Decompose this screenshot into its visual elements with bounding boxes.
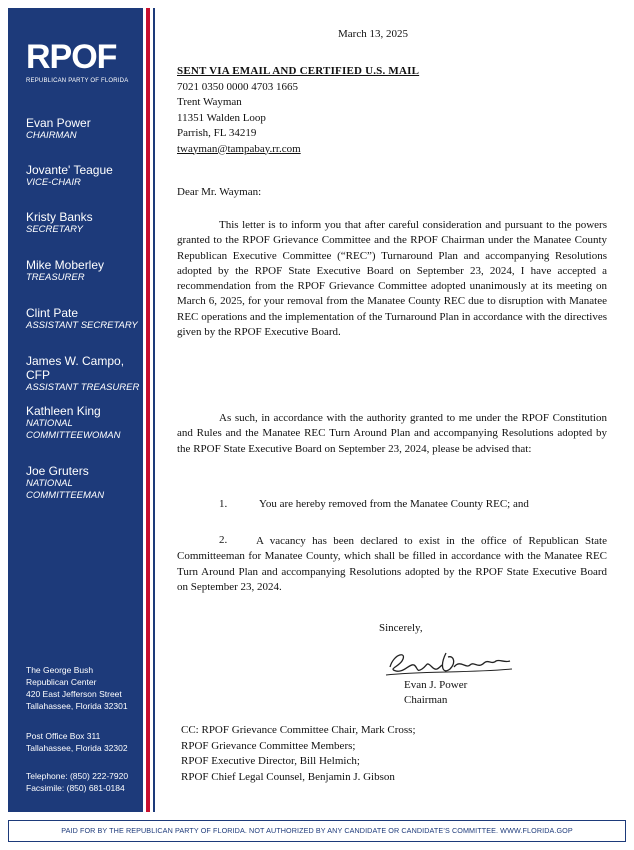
- letter-date: March 13, 2025: [338, 28, 408, 40]
- recipient-street: 11351 Walden Loop: [177, 111, 266, 124]
- officer-title: NATIONAL: [26, 478, 73, 489]
- officer-treasurer: [26, 258, 104, 284]
- officer-title: ASSISTANT TREASURER: [26, 382, 140, 393]
- delivery-method: SENT VIA EMAIL AND CERTIFIED U.S. MAIL: [177, 65, 420, 77]
- officer-name: Joe Gruters: [26, 464, 89, 478]
- salutation: Dear Mr. Wayman:: [177, 186, 262, 198]
- logo-subtext: REPUBLICAN PARTY OF FLORIDA: [26, 78, 129, 84]
- blue-divider-stripe: [153, 8, 155, 812]
- signer-title: Chairman: [404, 694, 448, 706]
- body-paragraph-1: This letter is to inform you that after careful consideration and pursuant to the powers granted to the RPOF Grievance Committee and the RPOF Chairman under the Manatee County Republican Executive Committee (“REC”) Turnaround Plan and accompanying Resolutions adopted by the RPOF State Executive Board on September 23, 2024, I have accepted a recommendation from the RPOF Grievance Committee adopted unanimously at its meeting on March 6, 2025, for your removal from the Manatee County REC due to disruption with Manatee REC operations and the implementation of the Turnaround Plan in accordance with the directives given by the RPOF Executive Board.: [177, 219, 607, 339]
- paid-for-disclaimer: PAID FOR BY THE REPUBLICAN PARTY OF FLORIDA. NOT AUTHORIZED BY ANY CANDIDATE OR CANDIDATE’S COMMITTEE. WWW.FLORIDA.GOP: [8, 820, 626, 842]
- red-divider-stripe: [146, 8, 150, 812]
- closing: Sincerely,: [379, 622, 423, 634]
- officer-assistant-treasurer: [26, 354, 143, 394]
- officer-name: Mike Moberley: [26, 258, 105, 272]
- officer-title: SECRETARY: [26, 224, 84, 235]
- officer-secretary: [26, 210, 93, 236]
- officer-national-committeeman: [26, 464, 104, 502]
- address-line: 420 East Jefferson Street: [26, 689, 122, 699]
- signer-name: Evan J. Power: [404, 679, 468, 691]
- officer-name: Kathleen King: [26, 404, 101, 418]
- officer-name: Jovante' Teague: [26, 163, 113, 177]
- list-item-2-number: 2.: [219, 534, 228, 546]
- signature-block: [404, 678, 467, 708]
- address-line: Republican Center: [26, 677, 97, 687]
- cc-line: RPOF Chief Legal Counsel, Benjamin J. Gibson: [181, 770, 395, 783]
- tracking-number: 7021 0350 0000 4703 1665: [177, 80, 298, 93]
- cc-line: RPOF Grievance Committee Members;: [181, 739, 356, 752]
- officer-vice-chair: [26, 163, 113, 189]
- body-paragraph-2: As such, in accordance with the authority granted to me under the RPOF Constitution and Rules and the Manatee REC Turn Around Plan and accompanying Resolutions adopted by the RPOF State Executive Board on September 23, 2024, please be advised that:: [177, 412, 607, 455]
- officer-assistant-secretary: [26, 306, 138, 332]
- rpof-logo: RPOF: [26, 38, 117, 76]
- officer-national-committeewoman: [26, 404, 120, 442]
- cc-list: [181, 723, 416, 785]
- list-item-2: A vacancy has been declared to exist in the office of Republican State Committeeman for Manatee County, which shall be filled in accordance with the Manatee REC Turn Around Plan and accompanying Resolutions adopted by the RPOF State Executive Board on September 23, 2024.: [177, 535, 607, 593]
- cc-line: CC: RPOF Grievance Committee Chair, Mark Cross;: [181, 724, 416, 736]
- officer-name: Evan Power: [26, 116, 91, 130]
- officer-name: Kristy Banks: [26, 210, 93, 224]
- officer-name: Clint Pate: [26, 306, 79, 320]
- officer-title: VICE-CHAIR: [26, 177, 81, 188]
- po-box-line: Tallahassee, Florida 32302: [26, 743, 128, 753]
- letter-header: [177, 64, 419, 157]
- officer-title: TREASURER: [26, 272, 85, 283]
- recipient-email[interactable]: twayman@tampabay.rr.com: [177, 142, 301, 155]
- po-box-line: Post Office Box 311: [26, 731, 101, 741]
- address-line: The George Bush: [26, 665, 94, 675]
- officer-title-line2: COMMITTEEMAN: [26, 490, 105, 501]
- address-line: Tallahassee, Florida 32301: [26, 701, 128, 711]
- recipient-city: Parrish, FL 34219: [177, 127, 257, 139]
- recipient-name: Trent Wayman: [177, 96, 242, 108]
- facsimile: Facsimile: (850) 681-0184: [26, 783, 125, 793]
- list-item-1-number: 1.: [219, 498, 228, 510]
- office-address: [26, 664, 128, 712]
- list-item-1: You are hereby removed from the Manatee County REC; and: [259, 498, 529, 510]
- cc-line: RPOF Executive Director, Bill Helmich;: [181, 755, 360, 767]
- officer-title: NATIONAL: [26, 418, 73, 429]
- officer-name: James W. Campo, CFP: [26, 354, 125, 382]
- po-box: [26, 730, 128, 754]
- officer-chairman: [26, 116, 91, 142]
- telephone: Telephone: (850) 222-7920: [26, 771, 129, 781]
- phone-numbers: [26, 770, 128, 794]
- letterhead-sidebar: [8, 8, 143, 812]
- officer-title-line2: COMMITTEEWOMAN: [26, 430, 121, 441]
- officer-title: CHAIRMAN: [26, 130, 77, 141]
- officer-title: ASSISTANT SECRETARY: [26, 320, 138, 331]
